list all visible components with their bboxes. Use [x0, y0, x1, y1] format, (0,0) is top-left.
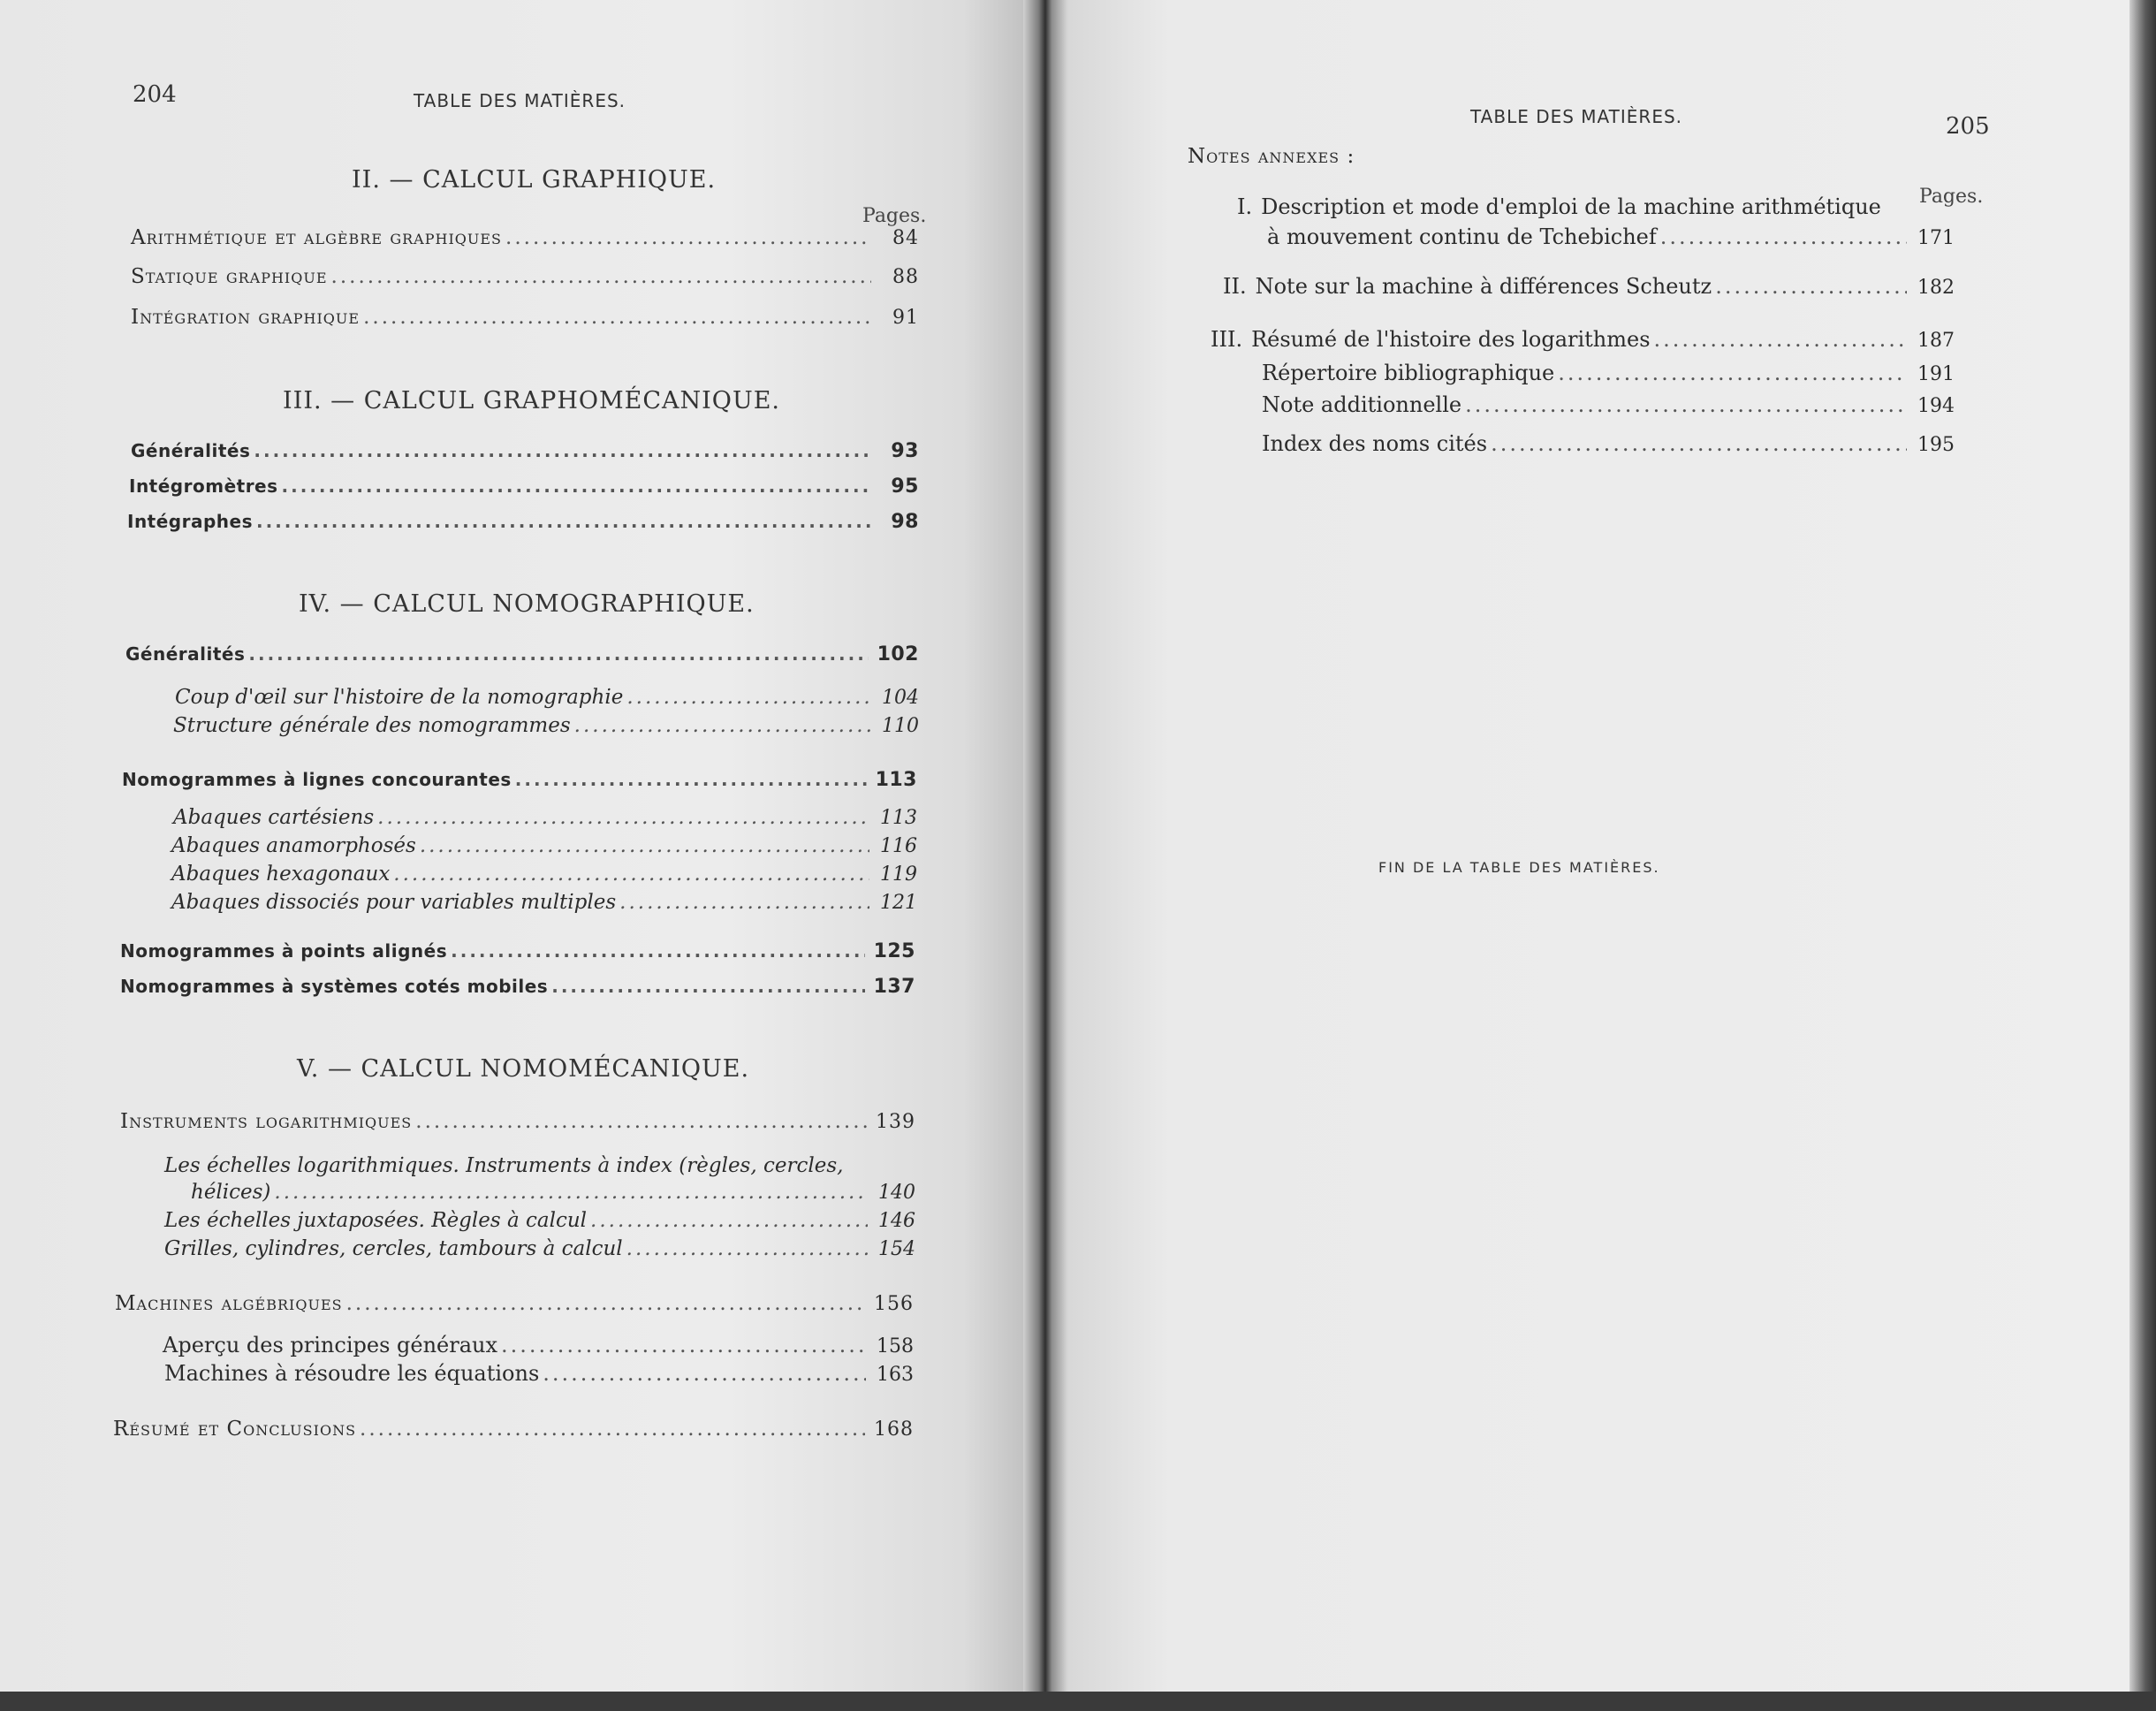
toc-entry-title: Généralités	[131, 440, 251, 461]
toc-entry-page: 154	[878, 1238, 915, 1260]
toc-entry-title: Nomogrammes à lignes concourantes	[122, 769, 512, 790]
dot-leader	[331, 265, 871, 288]
dot-leader	[1465, 392, 1907, 417]
toc-entry	[173, 714, 919, 737]
toc-entry-page: 156	[874, 1293, 914, 1315]
toc-entry-page: 93	[891, 440, 919, 462]
toc-entry	[1223, 274, 1955, 299]
page-edge	[2129, 0, 2156, 1711]
toc-entry-title: Coup d'œil sur l'histoire de la nomographie	[175, 686, 624, 709]
toc-entry-page: 110	[882, 715, 919, 737]
toc-entry-title: Grilles, cylindres, cercles, tambours à calcul	[164, 1237, 623, 1260]
notes-heading	[1188, 145, 1358, 168]
toc-entry-title: Résumé et Conclusions	[113, 1418, 357, 1441]
dot-leader	[1491, 431, 1907, 456]
dot-leader	[590, 1209, 868, 1232]
toc-entry	[129, 475, 919, 498]
toc-entry	[122, 769, 917, 791]
toc-entry-page: 171	[1917, 227, 1955, 249]
toc-entry-page: 140	[878, 1182, 915, 1204]
toc-entry	[120, 976, 915, 998]
toc-entry-page: 121	[880, 892, 917, 914]
toc-entry-title: Abaques dissociés pour variables multiples	[171, 891, 617, 914]
left-page	[0, 0, 1036, 1711]
toc-entry-number: III.	[1211, 327, 1243, 352]
page-number-left: 204	[133, 81, 177, 108]
toc-entry-title: Index des noms cités	[1262, 431, 1488, 456]
dot-leader	[1558, 361, 1907, 385]
dot-leader	[360, 1418, 865, 1441]
toc-entry	[127, 511, 919, 533]
toc-entry-title: Intégromètres	[129, 475, 278, 497]
toc-entry-page: 125	[873, 940, 915, 962]
toc-entry	[1262, 361, 1955, 385]
toc-entry-page: 182	[1917, 277, 1955, 299]
toc-entry-title: Aperçu des principes généraux	[163, 1333, 498, 1357]
toc-entry-title: Description et mode d'emploi de la machine arithmétique	[1261, 194, 1881, 219]
page-number-right: 205	[1946, 113, 1990, 140]
toc-entry-title: Machines algébriques	[115, 1292, 343, 1315]
dot-leader	[501, 1333, 866, 1357]
section-heading-v: V. — CALCUL NOMOMÉCANIQUE.	[297, 1055, 750, 1083]
toc-entry-title: Intégraphes	[127, 511, 254, 532]
toc-entry-page: 102	[877, 643, 919, 665]
toc-entry-page: 139	[876, 1111, 915, 1133]
toc-entry-title: Intégration graphique	[131, 306, 361, 329]
dot-leader	[574, 714, 871, 737]
toc-entry	[171, 863, 917, 886]
section-heading-ii: II. — CALCUL GRAPHIQUE.	[352, 166, 717, 194]
toc-entry	[125, 643, 919, 665]
toc-entry-page: 168	[874, 1418, 914, 1441]
dot-leader	[420, 834, 869, 857]
dot-leader	[626, 686, 871, 709]
toc-entry	[131, 265, 919, 288]
dot-leader	[346, 1292, 865, 1315]
toc-entry-title: Instruments logarithmiques	[120, 1110, 413, 1133]
toc-entry	[175, 686, 919, 709]
toc-entry-page: 158	[877, 1335, 914, 1357]
toc-entry	[171, 891, 917, 914]
book-gutter	[1023, 0, 1067, 1711]
toc-entry-title: Abaques cartésiens	[173, 806, 375, 829]
dot-leader	[1654, 327, 1907, 352]
toc-entry	[120, 1110, 915, 1133]
toc-entry-title: Les échelles logarithmiques. Instruments à index (règles, cercles,	[164, 1154, 844, 1177]
right-page	[1036, 0, 2156, 1711]
running-head-right: TABLE DES MATIÈRES.	[1470, 106, 1683, 127]
toc-entry	[113, 1418, 914, 1441]
dot-leader	[619, 891, 869, 914]
toc-entry-page: 113	[880, 807, 917, 829]
toc-entry-page: 146	[878, 1210, 915, 1232]
toc-entry	[115, 1292, 914, 1315]
toc-entry-title: Machines à résoudre les équations	[164, 1361, 540, 1386]
toc-entry-page: 88	[892, 266, 919, 288]
toc-entry-page: 195	[1917, 434, 1955, 456]
dot-leader	[415, 1110, 867, 1133]
section-heading-iii: III. — CALCUL GRAPHOMÉCANIQUE.	[283, 387, 780, 414]
toc-entry-title: à mouvement continu de Tchebichef	[1267, 224, 1657, 249]
end-of-table-note: FIN DE LA TABLE DES MATIÈRES.	[1378, 859, 1660, 876]
toc-entry-number: II.	[1223, 274, 1247, 299]
dot-leader	[1715, 274, 1907, 299]
toc-entry-title: Note additionnelle	[1262, 392, 1462, 417]
pages-label-left: Pages.	[862, 205, 927, 227]
toc-entry-page: 119	[880, 863, 917, 886]
toc-entry	[1262, 392, 1955, 417]
dot-leader	[256, 511, 871, 532]
toc-entry	[1211, 327, 1955, 352]
dot-leader	[551, 976, 864, 997]
toc-entry	[164, 1209, 915, 1232]
toc-entry-page: 137	[873, 976, 915, 998]
dot-leader	[248, 643, 868, 665]
dot-leader	[451, 940, 864, 962]
dot-leader	[626, 1237, 868, 1260]
toc-entry-number: I.	[1237, 194, 1253, 219]
toc-entry-title: Note sur la machine à différences Scheutz	[1255, 274, 1712, 299]
toc-entry-page: 113	[875, 769, 917, 791]
toc-entry-page: 95	[891, 475, 919, 498]
toc-entry	[164, 1361, 914, 1386]
toc-entry-title: Généralités	[125, 643, 246, 665]
toc-entry-title: Statique graphique	[131, 265, 328, 288]
toc-entry-title: Nomogrammes à points alignés	[120, 940, 448, 962]
toc-entry	[1262, 431, 1955, 456]
notes-heading-text: Notes annexes :	[1188, 145, 1355, 168]
toc-entry-page: 98	[891, 511, 919, 533]
toc-entry-title: hélices)	[191, 1181, 271, 1204]
toc-entry	[131, 306, 919, 329]
pages-label-right: Pages.	[1919, 186, 1984, 208]
toc-entry-title: Arithmétique et algèbre graphiques	[131, 226, 503, 249]
toc-entry-page: 104	[882, 687, 919, 709]
section-heading-iv: IV. — CALCUL NOMOGRAPHIQUE.	[299, 590, 755, 618]
dot-leader	[505, 226, 871, 249]
dot-leader	[1660, 224, 1907, 249]
dot-leader	[282, 475, 871, 497]
toc-entry-page: 191	[1917, 363, 1955, 385]
dot-leader	[515, 769, 867, 790]
toc-entry-title: Répertoire bibliographique	[1262, 361, 1555, 385]
toc-entry-title: Abaques hexagonaux	[171, 863, 391, 886]
toc-entry-line	[1237, 194, 1885, 219]
toc-entry-page: 194	[1917, 395, 1955, 417]
toc-entry	[171, 834, 917, 857]
toc-entry-page: 187	[1917, 330, 1955, 352]
scan-bottom-edge	[0, 1692, 2156, 1711]
dot-leader	[274, 1181, 868, 1204]
toc-entry	[1267, 224, 1955, 249]
toc-entry-title: Structure générale des nomogrammes	[173, 714, 571, 737]
toc-entry-page: 91	[892, 307, 919, 329]
dot-leader	[377, 806, 869, 829]
toc-entry	[191, 1181, 915, 1204]
toc-entry	[120, 940, 915, 962]
toc-entry-title: Abaques anamorphosés	[171, 834, 416, 857]
toc-entry	[164, 1237, 915, 1260]
toc-entry	[131, 226, 919, 249]
dot-leader	[393, 863, 869, 886]
toc-entry-title: Résumé de l'histoire des logarithmes	[1251, 327, 1651, 352]
toc-entry-line	[164, 1154, 917, 1177]
dot-leader	[254, 440, 871, 461]
toc-entry	[173, 806, 917, 829]
toc-entry	[131, 440, 919, 462]
running-head-left: TABLE DES MATIÈRES.	[414, 90, 626, 111]
dot-leader	[363, 306, 871, 329]
toc-entry-page: 84	[892, 227, 919, 249]
toc-entry-title: Les échelles juxtaposées. Règles à calcul	[164, 1209, 588, 1232]
toc-entry	[163, 1333, 914, 1357]
toc-entry-title: Nomogrammes à systèmes cotés mobiles	[120, 976, 549, 997]
toc-entry-page: 163	[877, 1364, 914, 1386]
dot-leader	[543, 1361, 866, 1386]
toc-entry-page: 116	[880, 835, 917, 857]
